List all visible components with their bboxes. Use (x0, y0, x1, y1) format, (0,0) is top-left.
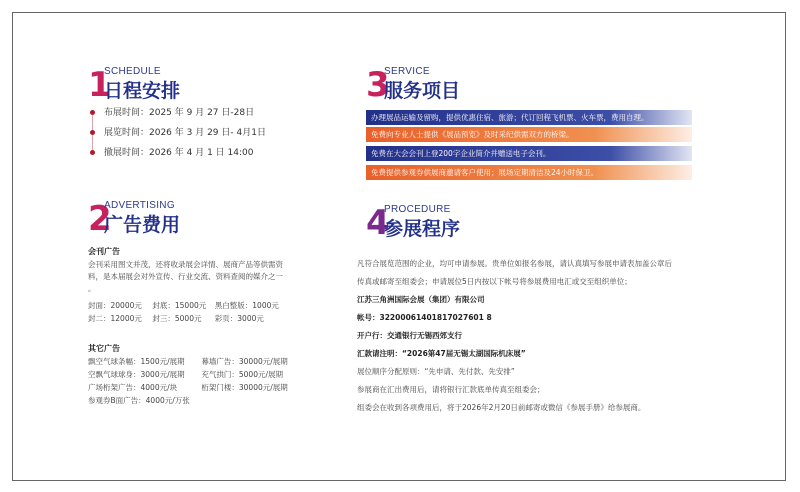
section-title-en: SERVICE (384, 66, 430, 77)
bullet-icon (90, 150, 95, 155)
price-cell: 桁架门楼：30000元/展期 (201, 383, 288, 392)
section-title-en: ADVERTISING (104, 200, 175, 211)
schedule-item: 展览时间：2026 年 3 月 29 日- 4月1日 (88, 123, 266, 143)
section-title-en: PROCEDURE (384, 204, 451, 215)
section-number: 4 (366, 203, 390, 243)
other-ad-row (88, 382, 288, 395)
section-number: 2 (88, 199, 112, 239)
procedure-text-line: 凡符合展览范围的企业，均可申请参展。贵单位如报名参展，请认真填写参展申请表加盖公章后 (357, 259, 672, 268)
price-cell: 封三：5000元 (152, 314, 202, 323)
procedure-footer-line: 参展商在汇出费用后，请将银行汇款底单传真至组委会； (357, 385, 545, 394)
price-cell: 广场桁架广告：4000元/块 (88, 383, 178, 392)
section-title-zh: 日程安排 (104, 80, 181, 102)
company-name: 江苏三角洲国际会展（集团）有限公司 (357, 295, 485, 304)
remit-note: 汇款请注明：“2026第47届无锡太湖国际机床展” (357, 349, 526, 358)
other-ad-row (88, 369, 283, 382)
procedure-heading (366, 204, 566, 244)
procedure-footer-line: 展位顺序分配原则：“先申请、先付款、先安排” (357, 367, 515, 376)
schedule-item: 撤展时间：2026 年 4 月 1 日 14:00 (88, 143, 266, 163)
section-number: 1 (88, 65, 112, 105)
service-item: 免费在大会会刊上登200字企业简介并赠送电子会刊。 (366, 146, 692, 161)
section-number: 3 (366, 65, 390, 105)
schedule-heading (88, 66, 288, 106)
service-heading (366, 66, 566, 106)
section-title-zh: 参展程序 (384, 218, 461, 240)
price-cell: 飘空气球条幅：1500元/展期 (88, 357, 185, 366)
section-title-zh: 广告费用 (104, 214, 181, 236)
bank-name: 开户行：交通银行无锡西郊支行 (357, 331, 462, 340)
section-title-zh: 服务项目 (384, 80, 461, 102)
price-cell: 黑白整版：1000元 (214, 301, 279, 310)
procedure-footer-line: 组委会在收到各项费用后，将于2026年2月20日前邮寄或微信《参展手册》给参展商。 (357, 403, 646, 412)
service-item: 免费提供参观券供展商邀请客户使用；展场定期清洁及24小时保卫。 (366, 165, 692, 180)
price-cell: 封面：20000元 (88, 301, 142, 310)
other-ad-row (88, 395, 201, 408)
section-title-en: SCHEDULE (104, 66, 161, 77)
price-cell: 参观券B面广告：4000元/万张 (88, 396, 190, 405)
schedule-list (88, 103, 266, 163)
price-cell: 彩页：3000元 (214, 314, 264, 323)
catalog-price-row (88, 313, 264, 326)
price-cell: 幕墙广告：30000元/展期 (201, 357, 288, 366)
catalog-ad-desc-line: 料，是本届展会对外宣传、行业交流、资料查阅的媒介之一 (88, 272, 283, 281)
procedure-text-line: 传真或邮寄至组委会；申请展位5日内按以下帐号将参展费用电汇或交至组织单位； (357, 277, 632, 286)
account-number: 帐号：32200061401817027601 8 (357, 313, 492, 322)
advertising-heading (88, 200, 288, 240)
other-ad-row (88, 356, 288, 369)
price-cell: 充气拱门：5000元/展期 (201, 370, 284, 379)
service-item: 免费向专业人士提供《展品预览》及时采纪供需双方的桥梁。 (366, 127, 692, 142)
price-cell: 封二：12000元 (88, 314, 142, 323)
catalog-ad-title: 会刊广告 (88, 247, 120, 256)
catalog-ad-desc-line: 。 (88, 284, 96, 293)
price-cell: 空飘气球球身：3000元/展期 (88, 370, 185, 379)
schedule-item: 布展时间：2025 年 9 月 27 日-28日 (88, 103, 266, 123)
other-ad-title: 其它广告 (88, 344, 120, 353)
catalog-ad-desc-line: 会刊采用图文并茂，还将收录展会详情、展商产品等供需资 (88, 260, 283, 269)
service-item: 办理展品运输及留购，提供优惠住宿、旅游；代订回程飞机票、火车票，费用自理。 (366, 110, 692, 125)
price-cell: 封底：15000元 (152, 301, 207, 310)
catalog-price-row (88, 300, 279, 313)
